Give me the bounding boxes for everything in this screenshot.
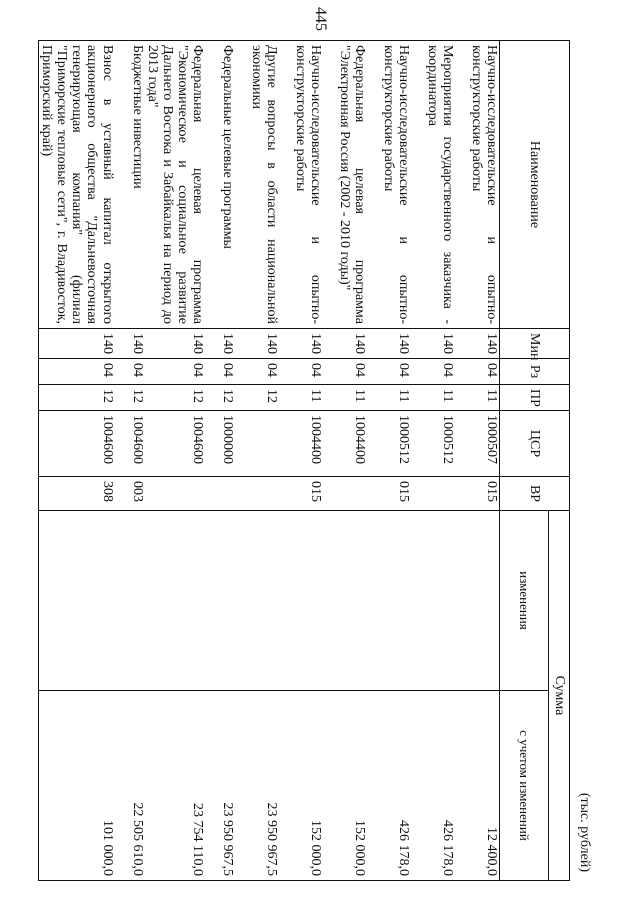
row-min: 140 [323,329,367,359]
row-pr: 11 [455,385,500,411]
row-csr: 1000000 [205,411,235,477]
row-pr: 12 [205,385,235,411]
table-row [145,41,205,881]
row-total: 101 000,0 [39,691,115,881]
row-pr: 12 [39,385,115,411]
row-changes [115,511,145,691]
row-vr: 015 [367,477,411,511]
header-changes: изменения [500,511,549,691]
row-total: 152 000,0 [323,691,367,881]
row-min: 140 [145,329,205,359]
row-rz: 04 [145,359,205,385]
header-pr: ПР [500,385,570,411]
budget-sheet [40,40,600,880]
row-total: 152 000,0 [279,691,323,881]
row-rz: 04 [323,359,367,385]
row-csr: 1000512 [367,411,411,477]
row-pr: 11 [279,385,323,411]
row-csr: 1000507 [455,411,500,477]
row-total: 23 754 110,0 [145,691,205,881]
header-min: Мин [500,329,570,359]
page-number: 445 [312,7,329,31]
row-total: 426 178,0 [411,691,455,881]
budget-table [38,40,570,881]
row-changes [145,511,205,691]
row-csr: 1004400 [323,411,367,477]
table-row [455,41,500,881]
row-changes [455,511,500,691]
row-min: 140 [39,329,115,359]
row-name: Другие вопросы в области национальной экономики [235,41,279,329]
row-vr [323,477,367,511]
row-pr: 11 [411,385,455,411]
table-row [235,41,279,881]
row-changes [367,511,411,691]
row-vr: 015 [279,477,323,511]
header-sum: Сумма [549,511,570,881]
row-total: 12 400,0 [455,691,500,881]
row-changes [205,511,235,691]
row-name: Мероприятия государственного заказчика - координатора [411,41,455,329]
row-min: 140 [115,329,145,359]
row-pr: 12 [115,385,145,411]
row-csr: 1004600 [115,411,145,477]
row-vr [205,477,235,511]
row-csr [235,411,279,477]
header-with-changes: с учетом изменений [500,691,549,881]
row-pr: 11 [323,385,367,411]
header-csr: ЦСР [500,411,570,477]
row-min: 140 [235,329,279,359]
row-total: 22 505 610,0 [115,691,145,881]
row-vr [235,477,279,511]
table-row [323,41,367,881]
row-changes [411,511,455,691]
row-csr: 1000512 [411,411,455,477]
row-name: Взнос в уставный капитал открытого акционерного общества "Дальневосточная генерирующая компания" (филиал "Приморские тепловые сети", г. Владивосток, Приморский край) [39,41,115,329]
row-vr: 015 [455,477,500,511]
row-changes [323,511,367,691]
header-rz: Рз [500,359,570,385]
row-min: 140 [279,329,323,359]
row-name: Федеральные целевые программы [205,41,235,329]
row-name: Федеральная целевая программа "Экономическое и социальное развитие Дальнего Востока и Забайкалья на период до 2013 года" [145,41,205,329]
table-row [39,41,115,881]
row-csr: 1004600 [39,411,115,477]
row-vr: 308 [39,477,115,511]
row-changes [279,511,323,691]
row-rz: 04 [279,359,323,385]
row-rz: 04 [115,359,145,385]
row-min: 140 [367,329,411,359]
row-pr: 11 [367,385,411,411]
table-row [367,41,411,881]
row-min: 140 [411,329,455,359]
row-changes [39,511,115,691]
row-name: Научно-исследовательские и опытно-конструкторские работы [279,41,323,329]
row-name: Бюджетные инвестиции [115,41,145,329]
table-row [115,41,145,881]
row-total: 23 950 967,5 [235,691,279,881]
row-csr: 1004400 [279,411,323,477]
row-vr [411,477,455,511]
row-name: Федеральная целевая программа "Электронная Россия (2002 - 2010 годы)" [323,41,367,329]
table-row [205,41,235,881]
row-csr: 1004600 [145,411,205,477]
row-total: 23 950 967,5 [205,691,235,881]
row-rz: 04 [411,359,455,385]
table-row [279,41,323,881]
row-changes [235,511,279,691]
header-name: Наименование [500,41,570,329]
row-pr: 12 [235,385,279,411]
row-rz: 04 [455,359,500,385]
row-total: 426 178,0 [367,691,411,881]
row-name: Научно-исследовательские и опытно-конструкторские работы [367,41,411,329]
table-row [411,41,455,881]
row-rz: 04 [39,359,115,385]
row-name: Научно-исследовательские и опытно-конструкторские работы [455,41,500,329]
units-label: (тыс. рублей) [577,792,592,872]
row-rz: 04 [235,359,279,385]
row-vr: 003 [115,477,145,511]
row-min: 140 [455,329,500,359]
row-pr: 12 [145,385,205,411]
header-vr: ВР [500,477,570,511]
row-rz: 04 [367,359,411,385]
row-vr [145,477,205,511]
row-rz: 04 [205,359,235,385]
row-min: 140 [205,329,235,359]
